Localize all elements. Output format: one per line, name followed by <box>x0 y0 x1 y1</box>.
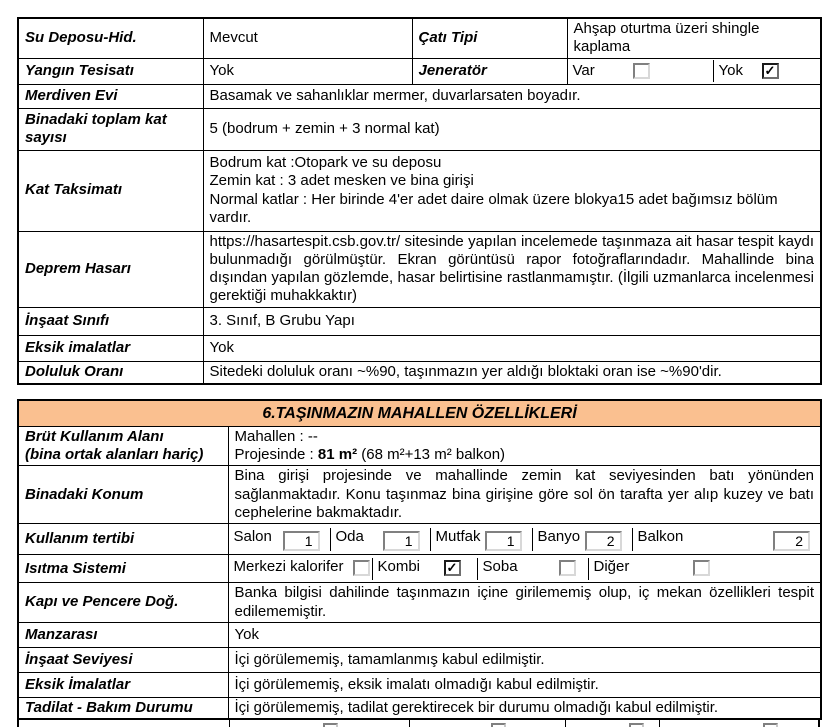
table-row <box>18 335 821 361</box>
row-value: Yok <box>228 622 821 647</box>
row-value <box>228 426 821 466</box>
row-value: https://hasartespit.csb.gov.tr/ sitesinde yapılan incelemede taşınmaza ait hasar tespit kaydı bulunmadığı görülmüştür. Ekran görüntüsü rapor fotoğraflarındadır. Mahallinde bina dışından yapılan gözlemde, hasar belirtisine rastlanmamıştır. (İlgili uzmanlarca incelenmesi gerektiği muhakkaktır) <box>203 231 821 307</box>
cutoff-option-cell <box>659 720 818 727</box>
local-features-table <box>17 399 822 720</box>
balkon-option: Balkon 2 <box>632 528 821 551</box>
heating-options-cell <box>228 555 821 583</box>
row-label: Su Deposu-Hid. <box>18 18 203 58</box>
yok-label: Yok <box>718 61 743 79</box>
table-row <box>18 361 821 384</box>
table-row <box>18 108 821 150</box>
merkezi-kalorifer-option: Merkezi kalorifer <box>229 558 372 580</box>
table-row <box>18 622 821 647</box>
table-row <box>18 672 821 697</box>
table-row <box>18 697 821 719</box>
banyo-option: Banyo 2 <box>532 528 632 551</box>
row-value: Mevcut <box>203 18 412 58</box>
row-label: Kullanım tertibi <box>18 524 228 555</box>
var-checkbox[interactable] <box>633 63 650 79</box>
kombi-checkbox[interactable]: ✓ <box>444 560 461 576</box>
cutoff-option-cell <box>565 720 659 727</box>
merkezi-kalorifer-checkbox[interactable] <box>353 560 370 576</box>
row-value: Ahşap oturtma üzeri shingle kaplama <box>567 18 821 58</box>
table-row <box>18 426 821 466</box>
table-row <box>18 18 821 58</box>
soba-checkbox[interactable] <box>559 560 576 576</box>
balkon-count-box[interactable]: 2 <box>773 531 810 551</box>
yok-checkbox[interactable]: ✓ <box>762 63 779 79</box>
table-row <box>18 555 821 583</box>
row-value: İçi görülememiş, tadilat gerektirecek bir durumu olmadığı kabul edilmiştir. <box>228 697 821 719</box>
partial-checkbox[interactable] <box>323 723 338 727</box>
diger-checkbox[interactable] <box>693 560 710 576</box>
row-label: Çatı Tipi <box>412 18 567 58</box>
row-label: Merdiven Evi <box>18 84 203 108</box>
row-value: İçi görülememiş, eksik imalatı olmadığı kabul edilmiştir. <box>228 672 821 697</box>
row-value: Basamak ve sahanlıklar mermer, duvarlarsaten boyadır. <box>203 84 821 108</box>
row-label: Doluluk Oranı <box>18 361 203 384</box>
row-value <box>203 150 821 231</box>
kombi-option: Kombi ✓ <box>372 558 477 580</box>
row-label: Deprem Hasarı <box>18 231 203 307</box>
row-value: İçi görülememiş, tamamlanmış kabul edilmiştir. <box>228 647 821 672</box>
table-row <box>18 524 821 555</box>
cutoff-table-row <box>17 720 820 727</box>
cutoff-option-cell <box>229 720 409 727</box>
soba-option: Soba <box>477 558 588 580</box>
row-label: Manzarası <box>18 622 228 647</box>
table-row <box>18 647 821 672</box>
kat-line: Bodrum kat :Otopark ve su deposu <box>209 154 442 171</box>
table-row <box>18 84 821 108</box>
oda-count-box[interactable]: 1 <box>383 531 420 551</box>
row-label: Yangın Tesisatı <box>18 58 203 84</box>
section-title: 6.TAŞINMAZIN MAHALLEN ÖZELLİKLERİ <box>18 400 821 426</box>
area-mahallen: Mahallen : -- <box>234 427 318 445</box>
cutoff-label-cell <box>19 720 229 727</box>
row-label: Eksik İmalatlar <box>18 672 228 697</box>
row-label: Eksik imalatlar <box>18 335 203 361</box>
yok-option <box>713 60 821 82</box>
row-label: Binadaki toplam kat sayısı <box>18 108 203 150</box>
building-features-table <box>17 17 822 385</box>
salon-option: Salon 1 <box>229 528 330 551</box>
var-yok-cell <box>567 58 821 84</box>
row-value: Yok <box>203 335 821 361</box>
row-label: Tadilat - Bakım Durumu <box>18 697 228 719</box>
table-row <box>18 583 821 623</box>
row-value: 3. Sınıf, B Grubu Yapı <box>203 307 821 335</box>
row-label: Jeneratör <box>412 58 567 84</box>
table-row <box>18 58 821 84</box>
row-value: Banka bilgisi dahilinde taşınmazın içine girilememiş olup, iç mekan özellikleri tespit edilememiştir. <box>228 583 821 623</box>
row-label: Brüt Kullanım Alanı (bina ortak alanları hariç) <box>18 426 228 466</box>
cutoff-option-cell <box>409 720 565 727</box>
partial-checkbox[interactable] <box>629 723 644 727</box>
kat-line: Zemin kat : 3 adet mesken ve bina girişi <box>209 172 474 190</box>
var-label: Var <box>572 61 595 79</box>
row-value: Bina girişi projesinde ve mahallinde zemin kat seviyesinden batı yönünden sağlanmaktadır. Konu taşınmaz bina girişine göre sol ön tarafta yer alıp kuzey ve batı cephelerine bakmaktadır. <box>228 466 821 524</box>
table-row <box>18 307 821 335</box>
salon-count-box[interactable]: 1 <box>283 531 320 551</box>
room-counts-cell <box>228 524 821 555</box>
row-label: İnşaat Seviyesi <box>18 647 228 672</box>
row-value: 5 (bodrum + zemin + 3 normal kat) <box>203 108 821 150</box>
row-label: İnşaat Sınıfı <box>18 307 203 335</box>
partial-checkbox[interactable] <box>763 723 778 727</box>
row-label: Kapı ve Pencere Doğ. <box>18 583 228 623</box>
table-row <box>18 466 821 524</box>
var-option <box>568 60 713 82</box>
mutfak-count-box[interactable]: 1 <box>485 531 522 551</box>
partial-checkbox[interactable] <box>491 723 506 727</box>
table-header-row <box>18 400 821 426</box>
row-value: Sitedeki doluluk oranı ~%90, taşınmazın yer aldığı bloktaki oran ise ~%90'dir. <box>203 361 821 384</box>
diger-option: Diğer <box>588 558 821 580</box>
area-projesinde: Projesinde : 81 m² (68 m²+13 m² balkon) <box>234 446 506 464</box>
oda-option: Oda 1 <box>330 528 430 551</box>
kat-line: Normal katlar : Her birinde 4'er adet daire olmak üzere blokya15 adet bağımsız bölüm vardır. <box>209 190 778 226</box>
banyo-count-box[interactable]: 2 <box>585 531 622 551</box>
table-row <box>18 231 821 307</box>
mutfak-option: Mutfak 1 <box>430 528 532 551</box>
row-label: Binadaki Konum <box>18 466 228 524</box>
row-label: Isıtma Sistemi <box>18 555 228 583</box>
row-label: Kat Taksimatı <box>18 150 203 231</box>
row-value: Yok <box>203 58 412 84</box>
table-row <box>18 150 821 231</box>
